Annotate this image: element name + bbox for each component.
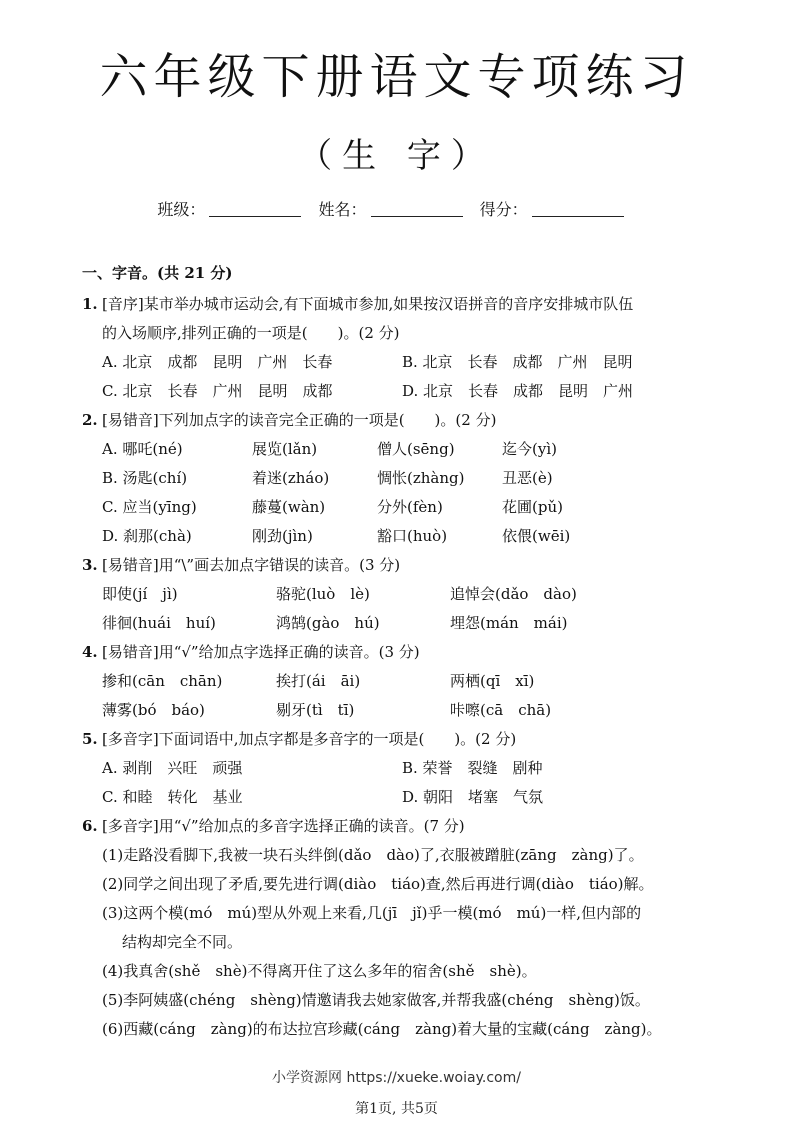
word-item: 花圃(pǔ) [502, 498, 563, 516]
question-1 [82, 290, 732, 319]
option-a: A. 剥削 兴旺 顽强 [102, 759, 243, 777]
section-title: 一、字音。(共 21 分) [82, 264, 233, 282]
option-row [82, 435, 732, 464]
word-item: 追悼会(dǎo dào) [450, 585, 577, 603]
page-subtitle: （生 字） [298, 136, 495, 176]
option-d: D. 北京 长春 成都 昆明 广州 [402, 382, 634, 400]
option-row [82, 493, 732, 522]
question-number: 5. [82, 730, 98, 748]
option-row [82, 377, 732, 406]
word-item: 咔嚓(cā chā) [450, 701, 552, 719]
question-number: 1. [82, 295, 98, 313]
score-blank[interactable] [532, 202, 624, 217]
word-item: 惆怅(zhàng) [377, 469, 465, 487]
word-item: 依偎(wēi) [502, 527, 571, 545]
item-row [82, 696, 732, 725]
option-b: B. 北京 长春 成都 广州 昆明 [402, 353, 633, 371]
word-item: 薄雾(bó báo) [102, 701, 205, 719]
word-item: 迄今(yì) [502, 440, 557, 458]
option-row [82, 464, 732, 493]
word-item: 挨打(ái āi) [276, 672, 361, 690]
option-row [82, 754, 732, 783]
option-b: B. 荣誉 裂缝 剧种 [402, 759, 543, 777]
option-row [82, 348, 732, 377]
sub-question: (4)我真舍(shě shè)不得离开住了这么多年的宿舍(shě shè)。 [102, 962, 537, 980]
score-label: 得分： [479, 200, 528, 219]
name-blank[interactable] [371, 202, 463, 217]
question-text: [易错音]用“\”画去加点字错误的读音。(3 分) [102, 556, 401, 574]
option-c: C. 和睦 转化 基业 [102, 788, 243, 806]
sub-question: (2)同学之间出现了矛盾,要先进行调(diào tiáo)查,然后再进行调(diào tiáo)解。 [102, 875, 654, 893]
question-number: 6. [82, 817, 98, 835]
word-item: 徘徊(huái huí) [102, 614, 216, 632]
page-title: 六年级下册语文专项练习 [99, 49, 694, 105]
question-2 [82, 406, 732, 435]
word-item: 埋怨(mán mái) [450, 614, 568, 632]
word-item: 着迷(zháo) [252, 469, 330, 487]
word-item: D. 刹那(chà) [102, 527, 192, 545]
item-row [82, 609, 732, 638]
option-row [82, 522, 732, 551]
sub-question-cont: 结构却完全不同。 [122, 933, 243, 951]
word-item: A. 哪吒(né) [102, 440, 183, 458]
sub-question: (1)走路没看脚下,我被一块石头绊倒(dǎo dào)了,衣服被蹭脏(zāng zàng)了。 [102, 846, 644, 864]
name-label: 姓名： [318, 200, 367, 219]
question-text: [易错音]用“√”给加点字选择正确的读音。(3 分) [102, 643, 420, 661]
word-item: B. 汤匙(chí) [102, 469, 188, 487]
word-item: 分外(fèn) [377, 498, 443, 516]
student-info-row [0, 197, 793, 220]
question-6 [82, 812, 732, 841]
option-c: C. 北京 长春 广州 昆明 成都 [102, 382, 333, 400]
word-item: 掺和(cān chān) [102, 672, 223, 690]
word-item: 展览(lǎn) [252, 440, 318, 458]
exercise-content [82, 260, 732, 1044]
word-item: 藤蔓(wàn) [252, 498, 326, 516]
sub-question: (5)李阿姨盛(chéng shèng)情邀请我去她家做客,并帮我盛(chéng shèng)饭。 [102, 991, 650, 1009]
word-item: 豁口(huò) [377, 527, 448, 545]
question-text: [多音字]下面词语中,加点字都是多音字的一项是( )。(2 分) [102, 730, 517, 748]
word-item: 骆驼(luò lè) [276, 585, 370, 603]
item-row [82, 580, 732, 609]
option-a: A. 北京 成都 昆明 广州 长春 [102, 353, 333, 371]
question-5 [82, 725, 732, 754]
question-4 [82, 638, 732, 667]
option-row [82, 783, 732, 812]
word-item: 刚劲(jìn) [252, 527, 313, 545]
word-item: 即使(jí jì) [102, 585, 178, 603]
sub-question: (6)西藏(cáng zàng)的布达拉宫珍藏(cáng zàng)着大量的宝藏(cáng zàng)。 [102, 1020, 662, 1038]
word-item: C. 应当(yīng) [102, 498, 197, 516]
item-row [82, 667, 732, 696]
question-text: [音序]某市举办城市运动会,有下面城市参加,如果按汉语拼音的音序安排城市队伍 [102, 295, 634, 313]
word-item: 鸿鹄(gào hú) [276, 614, 380, 632]
word-item: 两栖(qī xī) [450, 672, 535, 690]
footer-page-number: 第1页, 共5页 [355, 1101, 438, 1117]
question-3 [82, 551, 732, 580]
question-number: 2. [82, 411, 98, 429]
option-d: D. 朝阳 堵塞 气氛 [402, 788, 544, 806]
question-number: 4. [82, 643, 98, 661]
question-text-cont: 的入场顺序,排列正确的一项是( )。(2 分) [102, 324, 400, 342]
question-text: [易错音]下列加点字的读音完全正确的一项是( )。(2 分) [102, 411, 497, 429]
footer-site-link: 小学资源网 https://xueke.woiay.com/ [272, 1070, 521, 1086]
question-number: 3. [82, 556, 98, 574]
word-item: 僧人(sēng) [377, 440, 455, 458]
word-item: 剔牙(tì tī) [276, 701, 355, 719]
word-item: 丑恶(è) [502, 469, 553, 487]
class-blank[interactable] [209, 202, 301, 217]
question-text: [多音字]用“√”给加点的多音字选择正确的读音。(7 分) [102, 817, 465, 835]
sub-question: (3)这两个模(mó mú)型从外观上来看,几(jī jǐ)乎一模(mó mú)一样,但内部的 [102, 904, 642, 922]
class-label: 班级： [157, 200, 206, 219]
